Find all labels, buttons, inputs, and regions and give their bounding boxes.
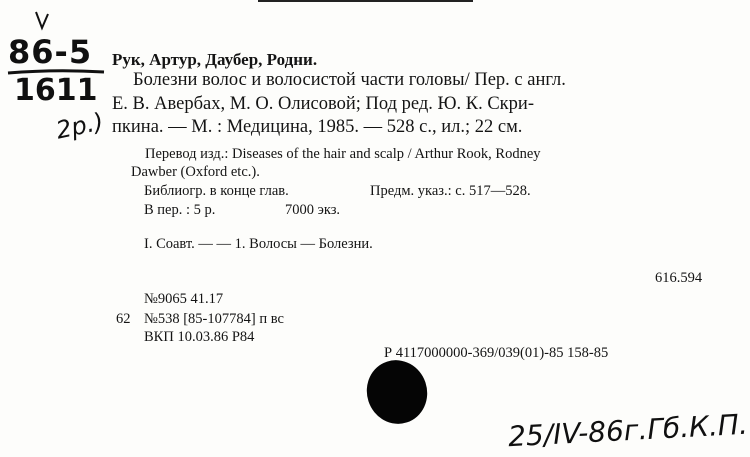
translation-line-1: Перевод изд.: Diseases of the hair and scalp / Arthur Rook, Rodney [145, 146, 541, 162]
subject-index-note: Предм. указ.: с. 517—528. [370, 183, 531, 199]
binding-price: В пер. : 5 р. [144, 202, 216, 218]
title-line-1: Болезни волос и волосистой части головы/ Пер. с англ. [133, 70, 566, 90]
translation-line-2: Dawber (Oxford etc.). [131, 164, 260, 180]
handwritten-date: 25/IV-86г.Гб.К.П. [507, 407, 749, 454]
record-prefix: 62 [116, 311, 131, 327]
bibliography-note: Библиогр. в конце глав. [144, 183, 289, 199]
title-line-2: Е. В. Авербах, М. О. Олисовой; Под ред. Ю. К. Скри- [112, 94, 534, 114]
classification-number: 616.594 [655, 270, 703, 286]
title-line-3: пкина. — М. : Медицина, 1985. — 528 с., ил.; 22 см. [112, 117, 523, 137]
order-code: Р 4117000000-369/039(01)-85 158-85 [384, 345, 609, 361]
tracings-line: I. Соавт. — — 1. Волосы — Болезни. [144, 236, 373, 252]
handwritten-tick-mark [33, 10, 51, 34]
ink-blot [359, 352, 436, 431]
record-number-1: №9065 41.17 [144, 291, 224, 307]
record-number-2: №538 [85-107784] п вс [144, 311, 284, 327]
handwritten-margin-note: 2р.) [53, 107, 106, 145]
authors-heading: Рук, Артур, Даубер, Родни. [112, 50, 318, 69]
call-number-top: 86-5 [8, 33, 93, 71]
record-number-3: ВКП 10.03.86 Р84 [144, 329, 255, 345]
call-number-bottom: 1611 [14, 73, 98, 108]
print-run: 7000 экз. [285, 202, 341, 218]
top-border-line [258, 0, 473, 2]
